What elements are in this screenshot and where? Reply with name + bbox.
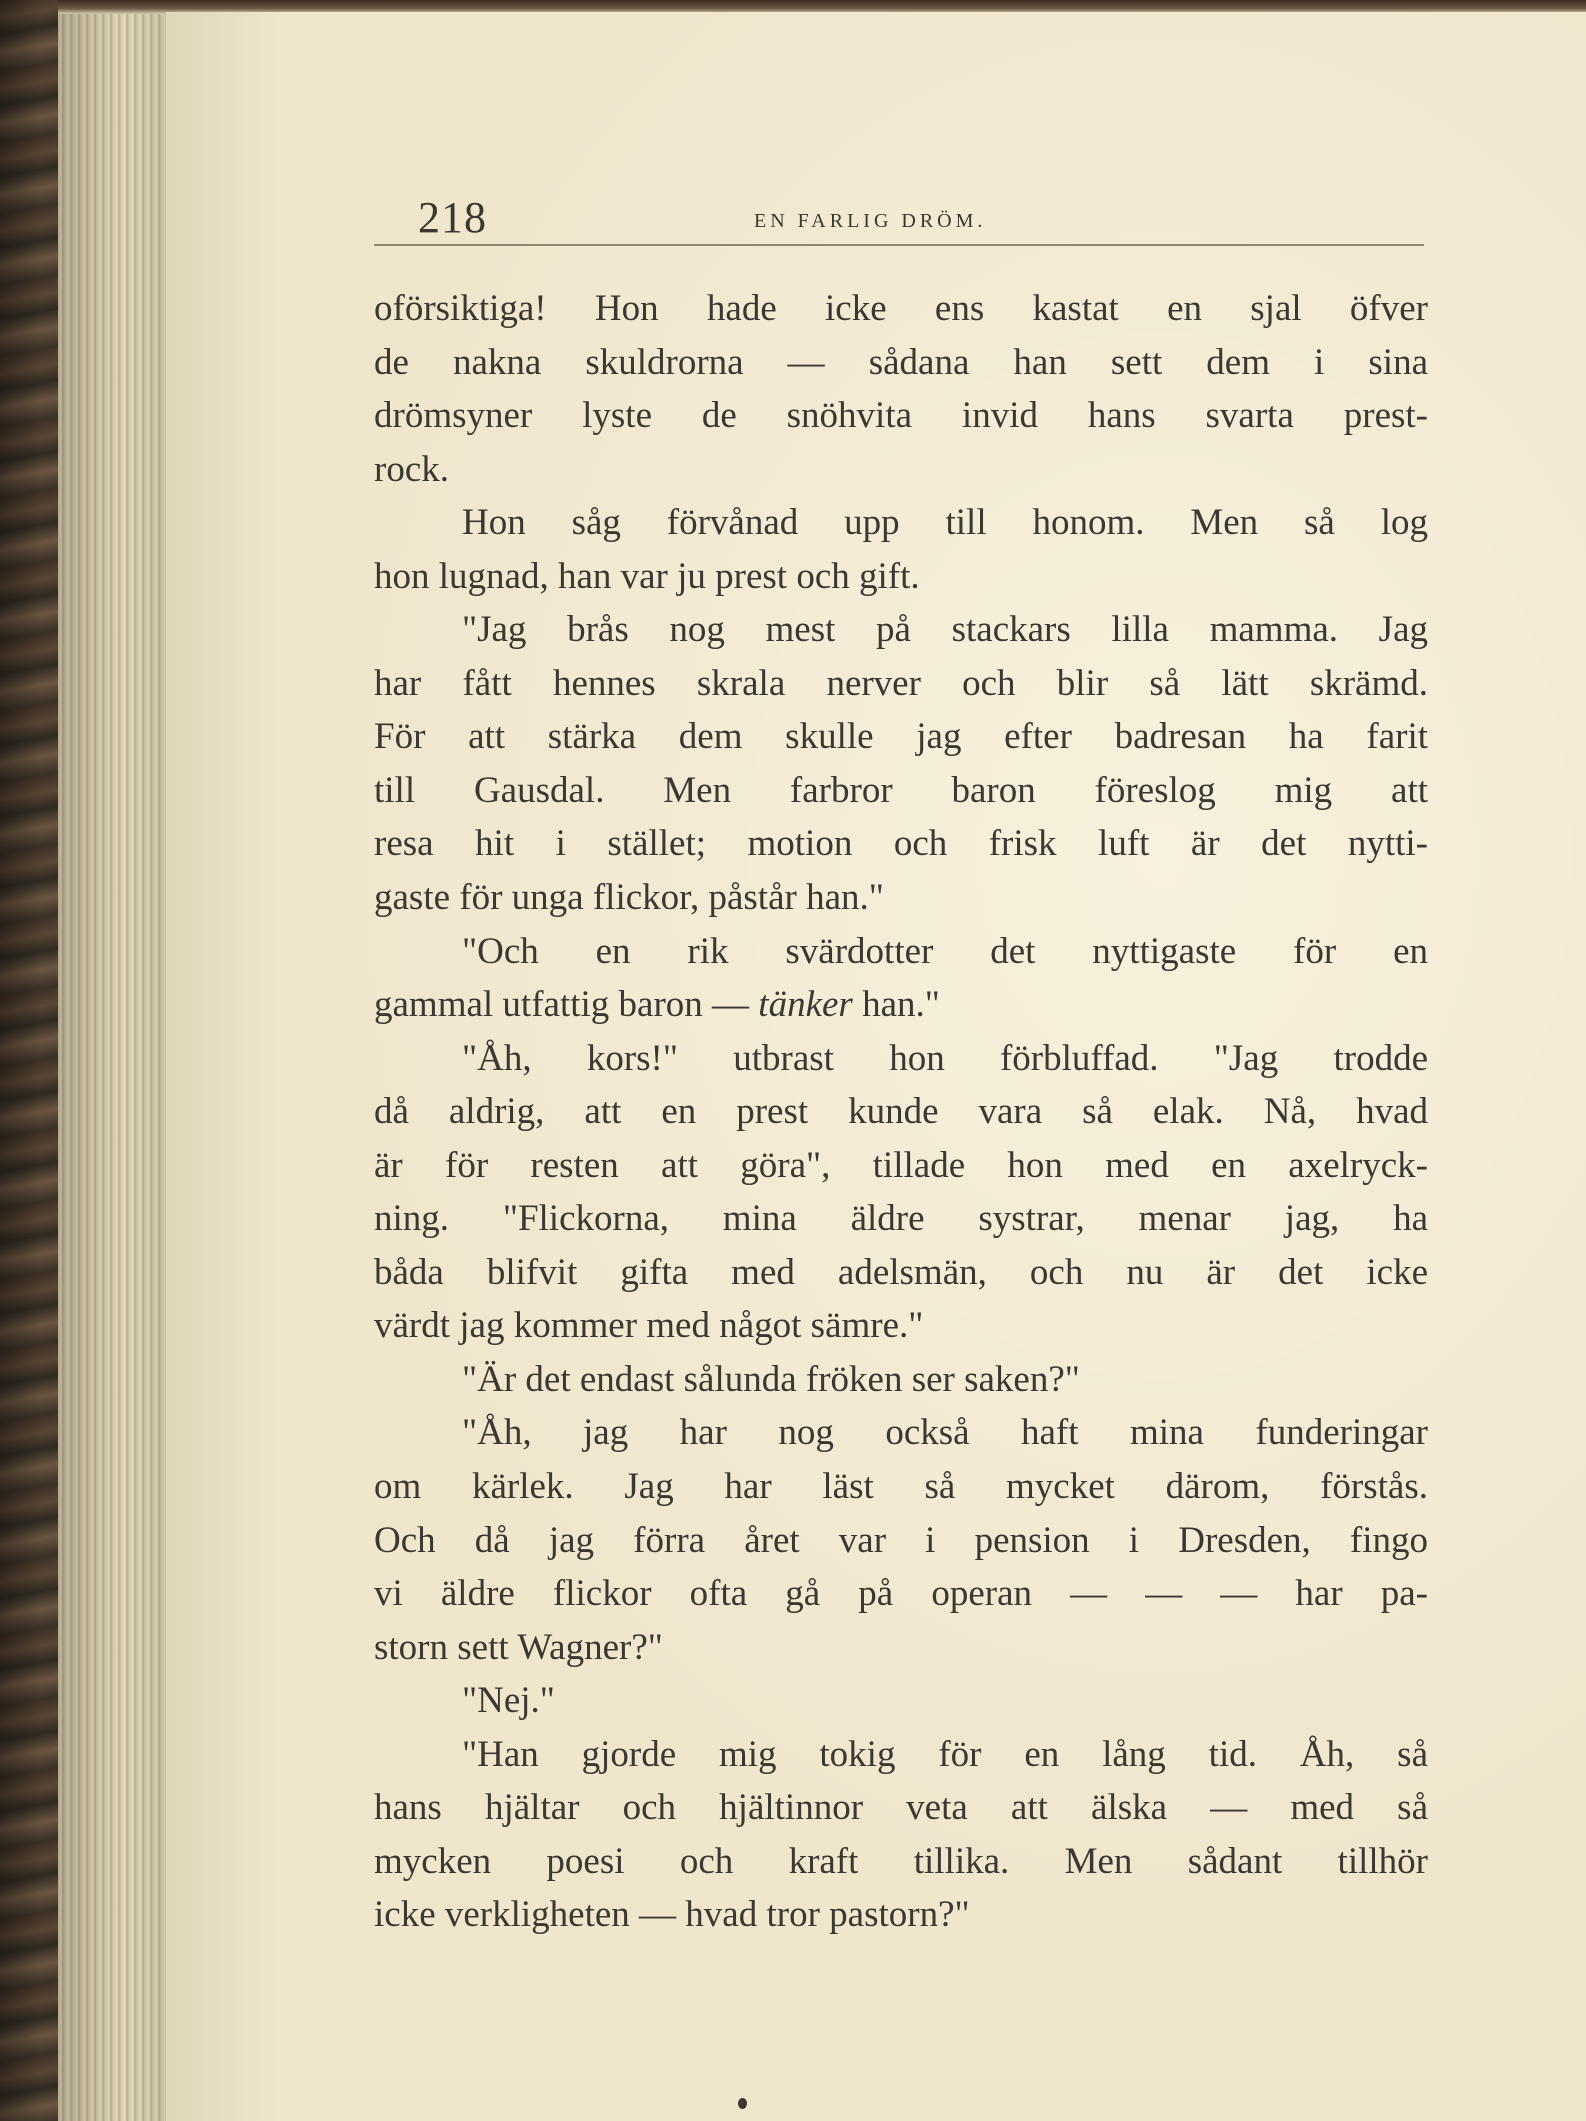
text-line-content: har fått hennes skrala nerver och blir så lätt skrämd. <box>374 662 1428 704</box>
running-title: EN FARLIG DRÖM. <box>754 210 987 232</box>
text-line-content: vi äldre flickor ofta gå på operan — — — har pa- <box>374 1573 1428 1615</box>
text-line-content: icke verkligheten — hvad tror pastorn?" <box>374 1894 970 1936</box>
text-line <box>374 925 1428 979</box>
page-number: 218 <box>418 193 487 242</box>
text-line-content: storn sett Wagner?" <box>374 1626 663 1668</box>
text-line <box>374 1032 1428 1086</box>
text-line-content: "Åh, kors!" utbrast hon förbluffad. "Jag trodde <box>462 1037 1428 1079</box>
text-line-content: "Nej." <box>462 1680 555 1722</box>
text-line <box>374 978 1428 1032</box>
text-line-content: hans hjältar och hjältinnor veta att älska — med så <box>374 1787 1428 1829</box>
text-line-content: rock. <box>374 448 449 490</box>
text-line-content: För att stärka dem skulle jag efter badresan ha farit <box>374 716 1428 758</box>
text-line <box>374 1299 1428 1353</box>
text-line-content: gammal utfattig baron — <box>374 984 759 1026</box>
text-line <box>374 603 1428 657</box>
text-line-content: gaste för unga flickor, påstår han." <box>374 877 884 919</box>
text-line <box>374 496 1428 550</box>
text-line <box>374 817 1428 871</box>
text-line-content: "Jag brås nog mest på stackars lilla mamma. Jag <box>462 609 1428 651</box>
italic-word: tänker <box>758 984 853 1026</box>
text-line-content: resa hit i stället; motion och frisk luft är det nytti- <box>374 823 1428 865</box>
text-line-tail: han." <box>852 984 940 1026</box>
text-line-content: om kärlek. Jag har läst så mycket därom, förstås. <box>374 1466 1428 1508</box>
text-line <box>374 1567 1428 1621</box>
text-line-content: "Åh, jag har nog också haft mina funderingar <box>462 1412 1428 1454</box>
text-line <box>374 1406 1428 1460</box>
text-line-content: är för resten att göra", tillade hon med en axelryck- <box>374 1144 1428 1186</box>
text-line <box>374 1888 1428 1942</box>
running-head <box>374 192 1424 246</box>
text-line-content: då aldrig, att en prest kunde vara så elak. Nå, hvad <box>374 1091 1428 1133</box>
text-line <box>374 443 1428 497</box>
text-line <box>374 1621 1428 1675</box>
text-line-content: Och då jag förra året var i pension i Dresden, fingo <box>374 1519 1428 1561</box>
text-line <box>374 1192 1428 1246</box>
page-stack-edge <box>58 0 169 2121</box>
text-line <box>374 389 1428 443</box>
text-line <box>374 336 1428 390</box>
text-line-content: mycken poesi och kraft tillika. Men sådant tillhör <box>374 1840 1428 1882</box>
text-line <box>374 764 1428 818</box>
text-line-content: värdt jag kommer med något sämre." <box>374 1305 924 1347</box>
text-line <box>374 1674 1428 1728</box>
text-line-content: drömsyner lyste de snöhvita invid hans svarta prest- <box>374 395 1428 437</box>
text-line-content: hon lugnad, han var ju prest och gift. <box>374 555 920 597</box>
text-line <box>374 710 1428 764</box>
text-line-content: till Gausdal. Men farbror baron föreslog mig att <box>374 769 1428 811</box>
text-line <box>374 550 1428 604</box>
text-line-content: Hon såg förvånad upp till honom. Men så log <box>462 502 1428 544</box>
text-line <box>374 1514 1428 1568</box>
text-line <box>374 1460 1428 1514</box>
text-line <box>374 1085 1428 1139</box>
text-line <box>374 657 1428 711</box>
ink-dot <box>738 2098 747 2109</box>
text-line-content: ning. "Flickorna, mina äldre systrar, menar jag, ha <box>374 1198 1428 1240</box>
text-line-content: båda blifvit gifta med adelsmän, och nu är det icke <box>374 1251 1428 1293</box>
text-line-content: "Och en rik svärdotter det nyttigaste för en <box>462 930 1428 972</box>
text-line <box>374 1246 1428 1300</box>
text-line <box>374 1728 1428 1782</box>
book-cover-edge <box>0 0 60 2121</box>
text-line <box>374 1781 1428 1835</box>
text-line-content: oförsiktiga! Hon hade icke ens kastat en sjal öfver <box>374 288 1428 329</box>
text-line-content: "Han gjorde mig tokig för en lång tid. Åh, så <box>462 1733 1428 1775</box>
text-line <box>374 871 1428 925</box>
text-line <box>374 1835 1428 1889</box>
text-line <box>374 1139 1428 1193</box>
text-line <box>374 282 1428 336</box>
text-line-content: "Är det endast sålunda fröken ser saken?" <box>462 1358 1080 1400</box>
text-line-content: de nakna skuldrorna — sådana han sett dem i sina <box>374 341 1428 383</box>
body-text <box>374 282 1428 1942</box>
text-line <box>374 1353 1428 1407</box>
